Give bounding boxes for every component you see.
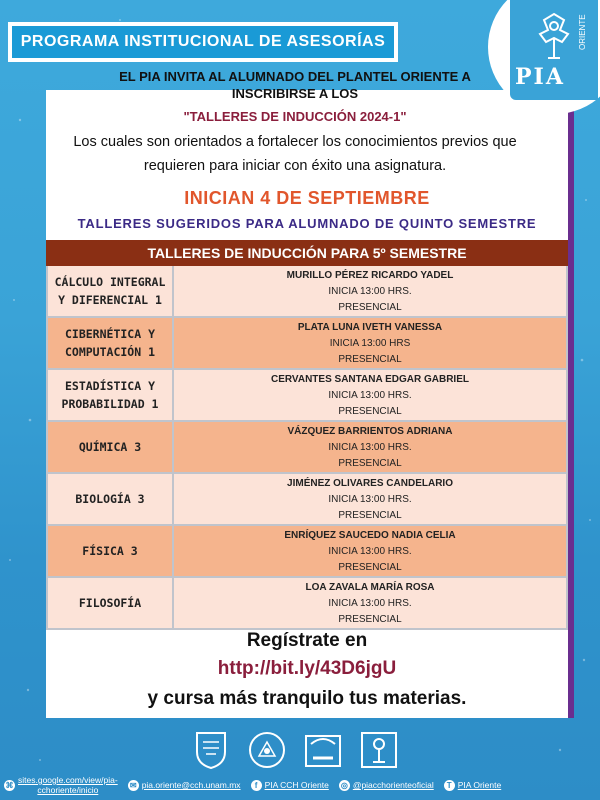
table-row: [46, 266, 568, 318]
email-text: pia.oriente@cch.unam.mx: [141, 780, 241, 790]
info-cell: [174, 526, 568, 578]
start-time: INICIA 13:00 HRS.: [328, 546, 412, 557]
suggested-heading: TALLERES SUGERIDOS PARA ALUMNADO DE QUINTO SEMESTRE: [77, 216, 537, 231]
register-line-1: Regístrate en: [246, 630, 368, 651]
footer-website[interactable]: [4, 775, 118, 795]
start-time: INICIA 13:00 HRS: [329, 338, 411, 349]
footer-instagram[interactable]: [339, 780, 434, 791]
subject-cell: FÍSICA 3: [46, 526, 174, 578]
subject-cell: ESTADÍSTICA Y PROBABILIDAD 1: [46, 370, 174, 422]
modality: PRESENCIAL: [338, 302, 402, 313]
subject-cell: FILOSOFÍA: [46, 578, 174, 630]
logo-text: PIA: [515, 64, 565, 90]
table-row: [46, 422, 568, 474]
teacher-name: LOA ZAVALA MARÍA ROSA: [305, 582, 435, 593]
register-link[interactable]: http://bit.ly/43D6jgU: [217, 658, 397, 679]
start-time: INICIA 13:00 HRS.: [328, 442, 412, 453]
intro-heading: [60, 68, 530, 102]
table-row: [46, 318, 568, 370]
start-time: INICIA 13:00 HRS.: [328, 286, 412, 297]
cch-logo-icon: [302, 729, 344, 771]
teacher-name: CERVANTES SANTANA EDGAR GABRIEL: [271, 374, 469, 385]
subject-cell: CIBERNÉTICA Y COMPUTACIÓN 1: [46, 318, 174, 370]
program-banner: PROGRAMA INSTITUCIONAL DE ASESORÍAS: [8, 22, 398, 62]
email-icon: ✉: [128, 780, 139, 791]
website-line-2: cchoriente/inicio: [37, 785, 99, 795]
subject-cell: BIOLOGÍA 3: [46, 474, 174, 526]
info-cell: [174, 578, 568, 630]
teacher-name: VÁZQUEZ BARRIENTOS ADRIANA: [287, 426, 453, 437]
workshop-title: "TALLERES DE INDUCCIÓN 2024-1": [183, 109, 407, 124]
subject-cell: CÁLCULO INTEGRAL Y DIFERENCIAL 1: [46, 266, 174, 318]
info-cell: [174, 474, 568, 526]
website-text: [18, 775, 118, 795]
modality: PRESENCIAL: [338, 562, 402, 573]
link-icon: ⌘: [5, 780, 14, 790]
website-line-1: sites.google.com/view/pia-: [18, 775, 118, 785]
table-row: [46, 474, 568, 526]
modality: PRESENCIAL: [338, 458, 402, 469]
facebook-text: PIA CCH Oriente: [264, 780, 329, 790]
footer-teams[interactable]: [444, 780, 501, 791]
facebook-icon: f: [251, 780, 262, 791]
modality: PRESENCIAL: [338, 614, 402, 625]
instagram-text: @piacchorienteoficial: [352, 780, 434, 790]
info-cell: [174, 422, 568, 474]
table-header: TALLERES DE INDUCCIÓN PARA 5º SEMESTRE: [46, 240, 568, 266]
intro-body-line-1: Los cuales son orientados a fortalecer los conocimientos previos que: [73, 134, 517, 150]
intro-line-1: EL PIA INVITA AL ALUMNADO DEL PLANTEL ORIENTE A: [119, 69, 471, 84]
workshop-table: [46, 240, 568, 630]
intro-body: [60, 130, 530, 178]
cch-seal-icon: [246, 729, 288, 771]
table-row: [46, 526, 568, 578]
contact-footer: [4, 772, 596, 798]
teacher-name: PLATA LUNA IVETH VANESSA: [297, 322, 443, 333]
teams-text: PIA Oriente: [457, 780, 502, 790]
start-date: INICIAN 4 DE SEPTIEMBRE: [184, 188, 430, 208]
info-cell: [174, 318, 568, 370]
intro-body-line-2: requieren para iniciar con éxito una asignatura.: [143, 158, 447, 174]
pia-small-logo-icon: [358, 729, 400, 771]
start-time: INICIA 13:00 HRS.: [328, 598, 412, 609]
teacher-name: JIMÉNEZ OLIVARES CANDELARIO: [287, 478, 453, 489]
modality: PRESENCIAL: [338, 354, 402, 365]
teacher-name: ENRÍQUEZ SAUCEDO NADIA CELIA: [284, 530, 456, 541]
modality: PRESENCIAL: [338, 406, 402, 417]
table-row: [46, 370, 568, 422]
teams-icon: T: [444, 780, 455, 791]
subject-cell: QUÍMICA 3: [46, 422, 174, 474]
unam-shield-icon: [190, 729, 232, 771]
logo-subtext: ORIENTE: [578, 14, 587, 50]
footer-facebook[interactable]: [251, 780, 329, 791]
intro-line-2: INSCRIBIRSE A LOS: [231, 86, 359, 101]
info-cell: [174, 266, 568, 318]
start-time: INICIA 13:00 HRS.: [328, 494, 412, 505]
modality: PRESENCIAL: [338, 510, 402, 521]
footer-email[interactable]: [128, 780, 241, 791]
tree-figure-icon: [524, 8, 584, 62]
instagram-icon: ◎: [339, 780, 350, 791]
table-row: [46, 578, 568, 630]
teacher-name: MURILLO PÉREZ RICARDO YADEL: [286, 270, 454, 281]
info-cell: [174, 370, 568, 422]
register-line-2: y cursa más tranquilo tus materias.: [147, 688, 467, 709]
start-time: INICIA 13:00 HRS.: [328, 390, 412, 401]
institution-logos: [190, 728, 450, 772]
